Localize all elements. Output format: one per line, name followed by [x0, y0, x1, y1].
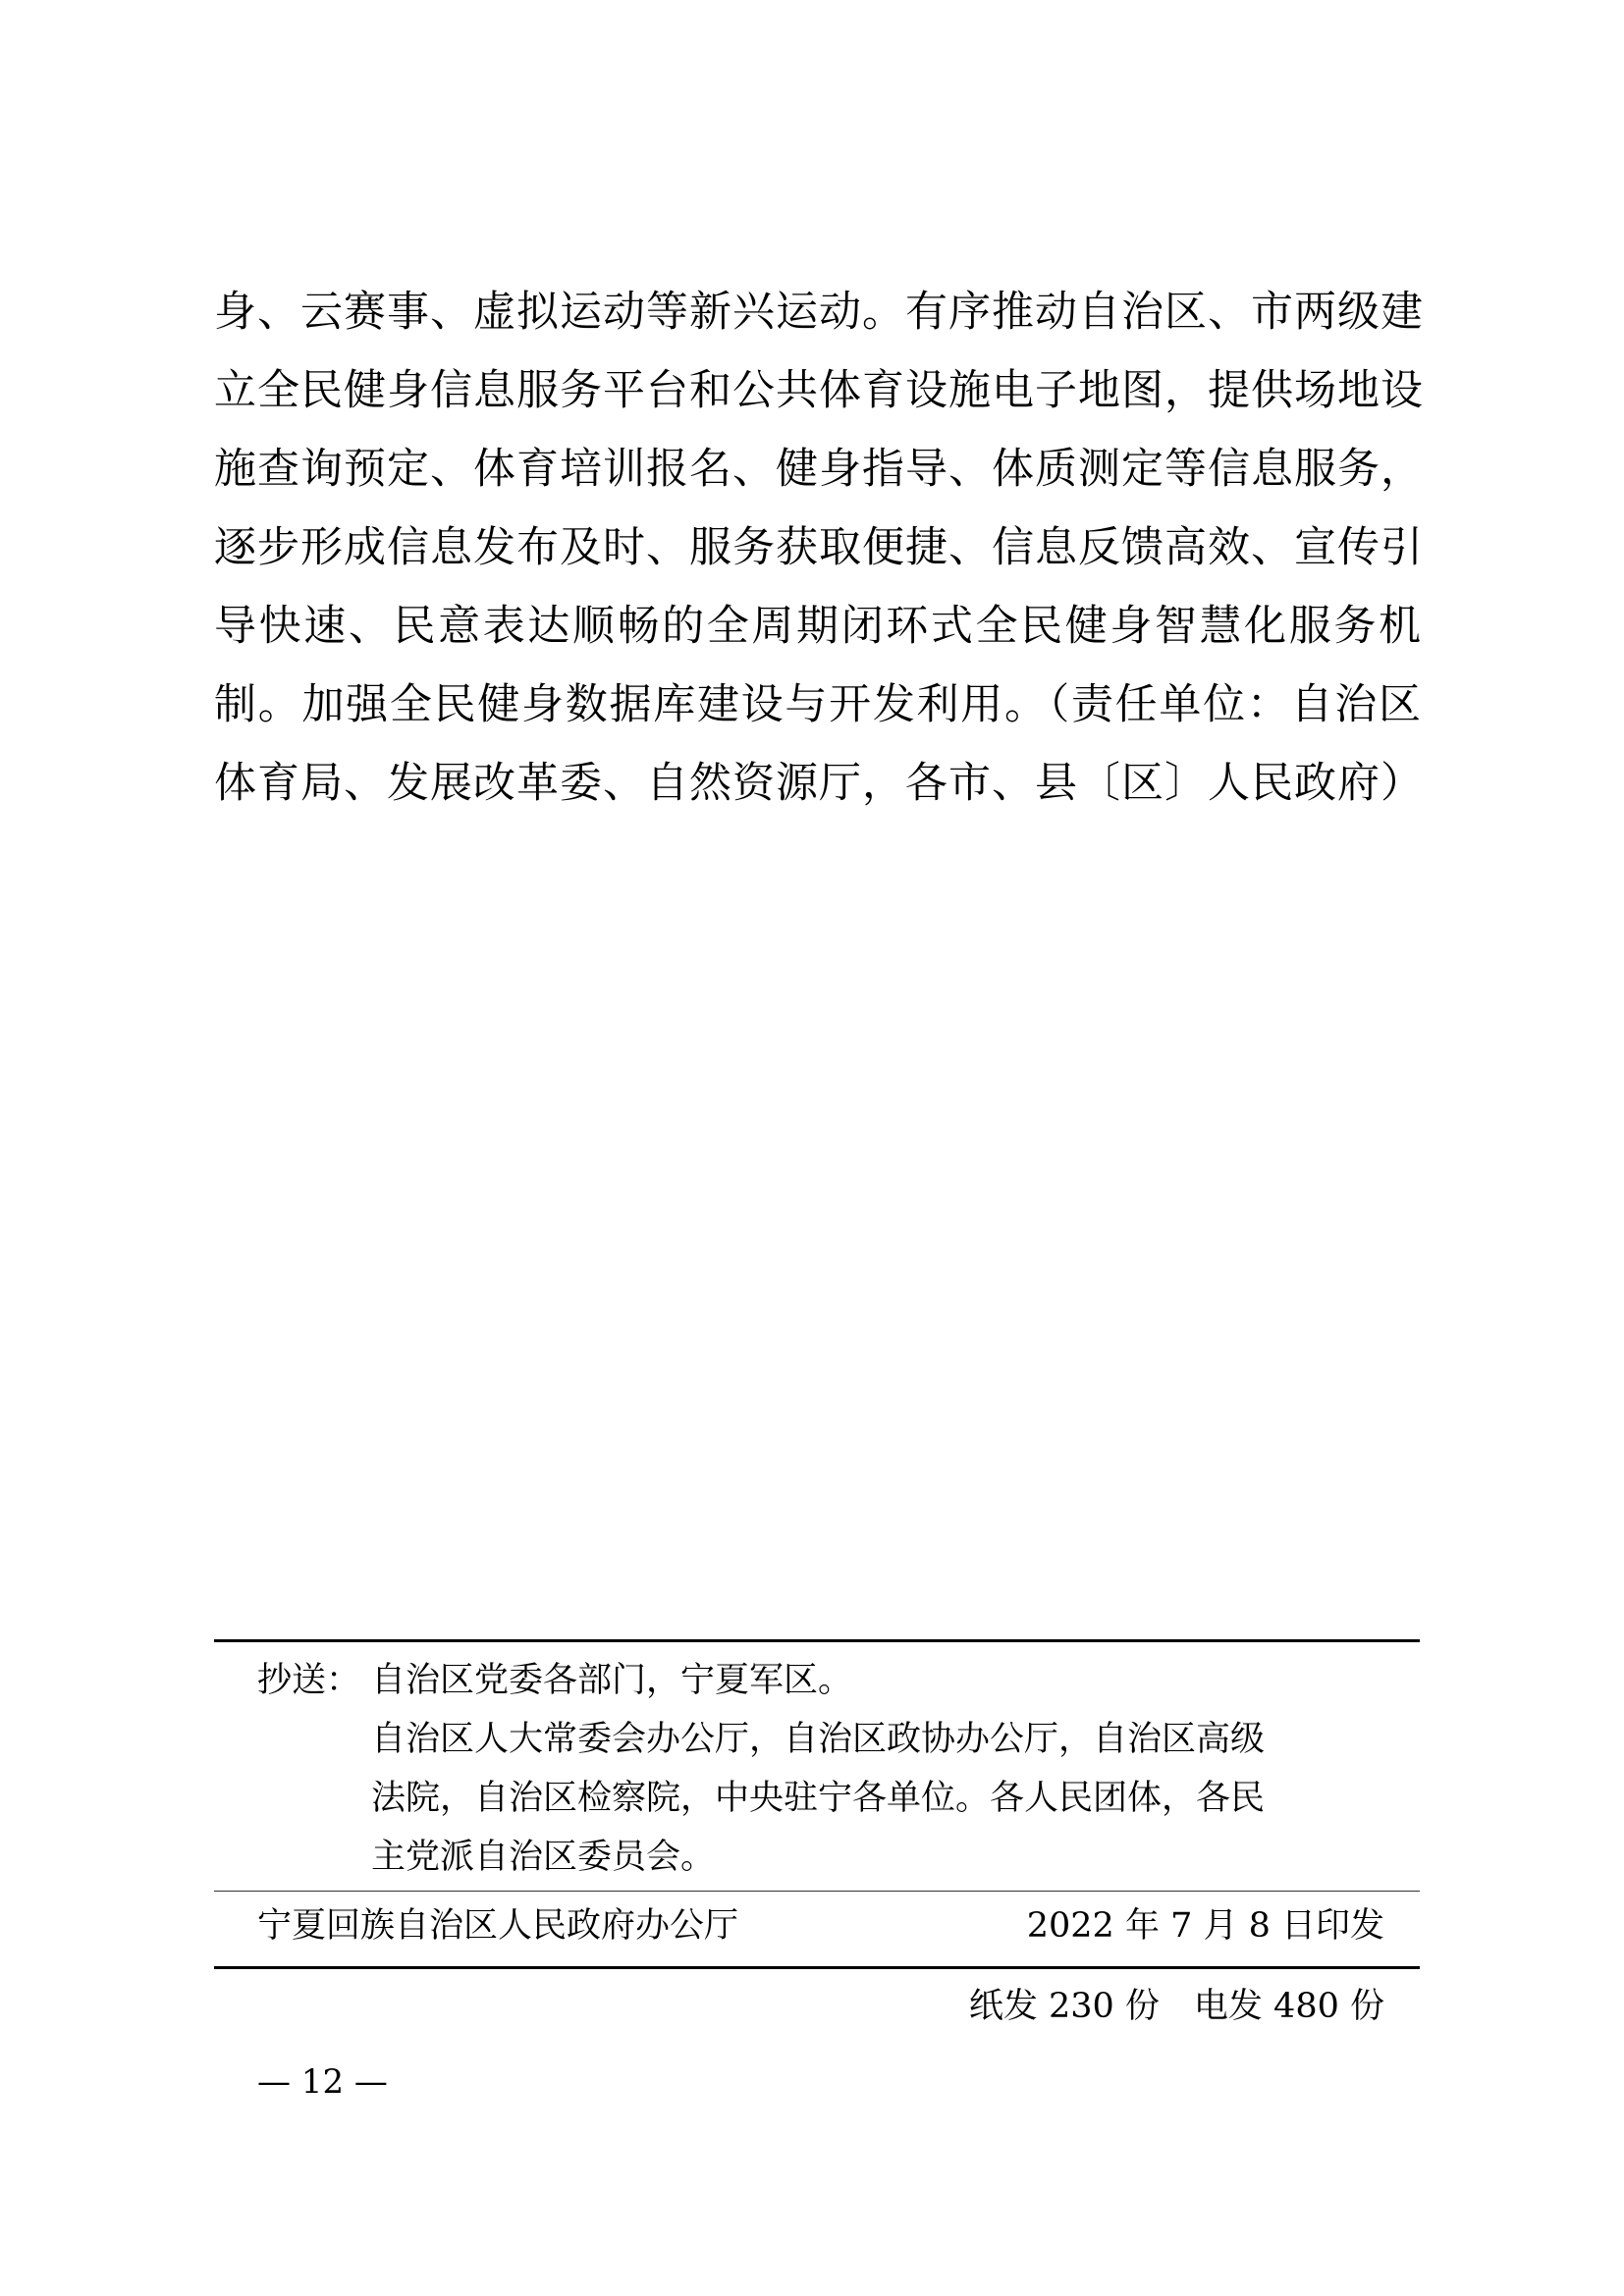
body-line: 体育局、发展改革委、自然资源厅，各市、县〔区〕人民政府） — [214, 759, 1424, 808]
cc-label: 抄送： — [257, 1661, 361, 1700]
footer-middle-rule — [214, 1891, 1420, 1892]
body-line: 施查询预定、体育培训报名、健身指导、体质测定等信息服务， — [214, 445, 1424, 494]
issue-date: 2022 年 7 月 8 日印发 — [1026, 1906, 1384, 1946]
body-line: 逐步形成信息发布及时、服务获取便捷、信息反馈高效、宣传引 — [214, 523, 1424, 572]
cc-line: 自治区党委各部门，宁夏军区。 — [371, 1661, 853, 1700]
body-line: 导快速、民意表达顺畅的全周期闭环式全民健身智慧化服务机 — [214, 602, 1422, 651]
page-number: — 12 — — [257, 2062, 388, 2102]
cc-line: 主党派自治区委员会。 — [371, 1838, 716, 1877]
issuer: 宁夏回族自治区人民政府办公厅 — [257, 1906, 739, 1946]
body-line: 身、云赛事、虚拟运动等新兴运动。有序推动自治区、市两级建 — [214, 288, 1424, 337]
body-line: 立全民健身信息服务平台和公共体育设施电子地图，提供场地设 — [214, 366, 1424, 415]
body-line: 制。加强全民健身数据库建设与开发利用。（责任单位：自治区 — [214, 680, 1422, 729]
cc-line: 自治区人大常委会办公厅，自治区政协办公厅，自治区高级 — [371, 1720, 1266, 1759]
copies-count: 纸发 230 份 电发 480 份 — [968, 1987, 1384, 2026]
footer-bottom-rule — [214, 1966, 1420, 1969]
cc-line: 法院，自治区检察院，中央驻宁各单位。各人民团体，各民 — [371, 1779, 1266, 1818]
footer-top-rule — [214, 1639, 1420, 1642]
